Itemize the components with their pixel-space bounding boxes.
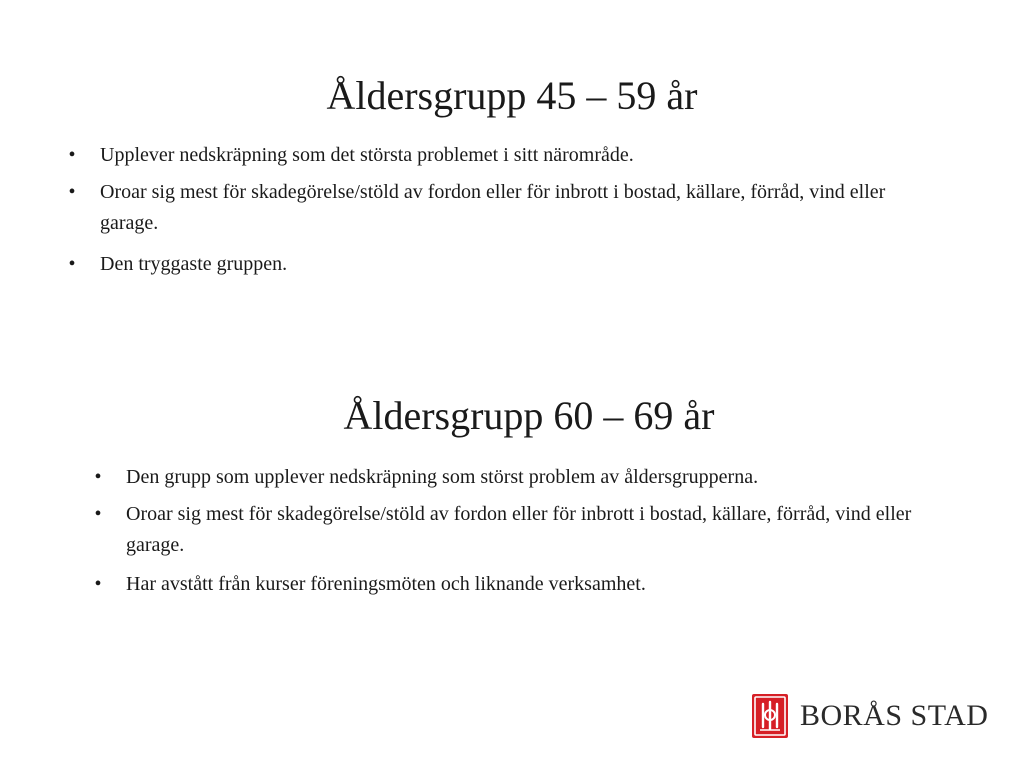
bullet-text: Upplever nedskräpning som det största problemet i sitt närområde. — [100, 144, 634, 166]
boras-coat-of-arms-icon — [752, 694, 788, 738]
bullet-item — [88, 569, 968, 600]
bullet-item — [62, 177, 942, 239]
bullet-list-age-45-59 — [62, 140, 942, 280]
bullet-icon: • — [68, 144, 76, 166]
bullet-text: Oroar sig mest för skadegörelse/stöld av fordon eller för inbrott i bostad, källare, förråd, vind eller garage. — [100, 181, 886, 234]
section-age-60-69 — [0, 392, 1024, 595]
bullet-item — [62, 140, 942, 171]
bullet-icon: • — [94, 503, 102, 525]
bullet-text: Den tryggaste gruppen. — [100, 253, 288, 275]
bullet-text: Oroar sig mest för skadegörelse/stöld av fordon eller för inbrott i bostad, källare, förråd, vind eller garage. — [126, 503, 912, 556]
bullet-text: Har avstått från kurser föreningsmöten och liknande verksamhet. — [126, 573, 646, 595]
bullet-text: Den grupp som upplever nedskräpning som störst problem av åldersgrupperna. — [126, 466, 759, 488]
heading-age-45-59: Åldersgrupp 45 – 59 år — [326, 73, 698, 118]
bullet-icon: • — [94, 573, 102, 595]
bullet-list-age-60-69 — [88, 462, 968, 600]
logo-text: BORÅS STAD — [800, 699, 989, 732]
boras-stad-logo — [752, 694, 988, 738]
bullet-item — [88, 462, 968, 493]
bullet-icon: • — [68, 181, 76, 203]
bullet-item — [62, 249, 942, 280]
heading-age-60-69: Åldersgrupp 60 – 69 år — [343, 393, 715, 438]
bullet-icon: • — [68, 253, 76, 275]
bullet-item — [88, 499, 968, 561]
section-age-45-59 — [0, 72, 1024, 275]
bullet-icon: • — [94, 466, 102, 488]
